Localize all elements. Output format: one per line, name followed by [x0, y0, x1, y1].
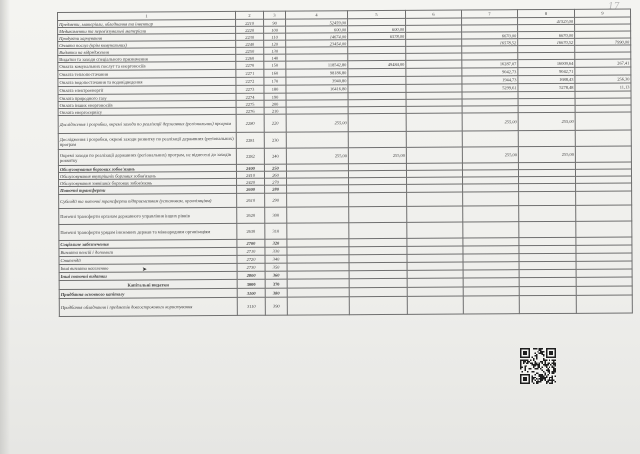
kekv-code-cell: 2260: [236, 54, 264, 61]
line-code-cell: 340: [265, 255, 287, 263]
line-code-cell: 280: [265, 185, 287, 193]
budget-table-sheet: [57, 8, 632, 341]
kekv-code-cell: 2250: [236, 47, 264, 54]
line-code-cell: 230: [264, 132, 286, 148]
row-label-cell: Дослідження і розробки, окремі заходи розвитку по реалізації державних (регіональних) програм: [58, 132, 236, 149]
line-code-cell: 330: [265, 247, 287, 255]
row-label-cell: Виплата пенсій і допомоги: [59, 247, 237, 256]
value-cell-col4: 23454,00: [286, 40, 348, 47]
line-code-cell: 120: [264, 40, 286, 47]
value-cell-col7: [463, 192, 519, 206]
value-cell-col9: [576, 205, 632, 221]
value-cell-col5: 255,00: [348, 147, 406, 163]
pencil-mark: 17: [608, 2, 620, 12]
kekv-code-cell: 2230: [236, 33, 264, 40]
value-cell-col6: [407, 278, 463, 287]
row-label-cell: Видатки на відрядження: [58, 47, 236, 55]
row-label-cell: Дослідження і розробки, окремі заходи по реалізації державних (регіональних) програм: [58, 114, 236, 133]
value-cell-col5: 49484,00: [348, 60, 406, 68]
kekv-code-cell: 2274: [236, 93, 264, 100]
value-cell-col7: 255,00: [462, 113, 518, 131]
value-cell-col7: [463, 287, 519, 296]
value-cell-col7: [463, 296, 519, 314]
kekv-code-cell: 2400: [236, 164, 264, 171]
row-label-cell: Обслуговування зовнішніх боргових зобов'язань: [59, 178, 237, 186]
row-label-cell: Капітальні видатки: [59, 279, 237, 289]
kekv-code-cell: 2610: [237, 193, 265, 207]
kekv-code-cell: 3110: [237, 297, 265, 315]
value-cell-col4: 14674,00: [286, 33, 348, 40]
kekv-code-cell: 2410: [236, 171, 264, 178]
kekv-code-cell: 2210: [236, 19, 264, 26]
qr-code: [520, 348, 556, 384]
value-cell-col9: [575, 112, 631, 130]
kekv-code-cell: 2270: [236, 61, 264, 69]
mouse-cursor-icon: ➤: [142, 266, 148, 273]
row-label-cell: Придбання основного капіталу: [59, 288, 237, 298]
kekv-code-cell: 2730: [237, 263, 265, 271]
row-label-cell: Оплата послуг (крім комунальних): [58, 40, 236, 48]
kekv-code-cell: 2420: [237, 178, 265, 185]
row-label-cell: Інші поточні видатки: [59, 271, 237, 280]
kekv-code-cell: 2710: [237, 247, 265, 255]
row-label-cell: Інші виплати населенню: [59, 263, 237, 272]
line-code-cell: 310: [265, 223, 287, 239]
kekv-code-cell: 2276: [236, 107, 264, 114]
row-label-cell: Субсидії та поточні трансферти підприємствам (установам, організаціям): [59, 193, 237, 208]
value-cell-col4: 255,00: [286, 114, 348, 132]
value-cell-col4: [286, 132, 348, 148]
value-cell-col7: [463, 278, 519, 287]
line-code-cell: 210: [264, 107, 286, 114]
line-code-cell: 150: [264, 61, 286, 69]
value-cell-col7: [462, 131, 518, 147]
value-cell-col8: 255,00: [518, 112, 575, 130]
row-label-cell: Видатки та заходи спеціального призначення: [58, 54, 236, 62]
value-cell-col5: 600,00: [348, 25, 406, 32]
value-cell-col5: [348, 131, 406, 147]
value-cell-col6: [407, 192, 463, 206]
kekv-code-cell: 2620: [237, 207, 265, 223]
header-cell: 7: [461, 10, 517, 18]
value-cell-col8: 16009,64: [518, 59, 575, 67]
value-cell-col8: 255,00: [518, 146, 575, 162]
value-cell-col8: 9042,71: [518, 67, 575, 75]
value-cell-col6: [407, 206, 463, 222]
value-cell-col9: 7990,00: [575, 38, 631, 45]
kekv-code-cell: 2630: [237, 223, 265, 239]
row-label-cell: Оплата водопостачання та водовідведення: [58, 77, 236, 86]
line-code-cell: 90: [264, 19, 286, 26]
line-code-cell: 160: [264, 69, 286, 77]
value-cell-col9: [576, 286, 632, 295]
line-code-cell: 250: [264, 164, 286, 171]
kekv-code-cell: 2273: [236, 85, 264, 93]
header-cell: 9: [574, 9, 630, 17]
kekv-code-cell: 2720: [237, 255, 265, 263]
value-cell-col7: 16578,52: [462, 39, 518, 46]
kekv-code-cell: 2220: [236, 26, 264, 33]
table-row: [59, 295, 632, 316]
row-label-cell: Оплата електроенергії: [58, 85, 236, 94]
line-code-cell: 130: [264, 47, 286, 54]
kekv-code-cell: 2700: [237, 239, 265, 247]
line-code-cell: 390: [265, 297, 287, 315]
kekv-code-cell: 2282: [236, 148, 264, 164]
value-cell-col5: [349, 192, 407, 206]
header-cell: 8: [517, 9, 574, 17]
value-cell-col9: [576, 221, 632, 237]
kekv-code-cell: 2275: [236, 100, 264, 107]
kekv-code-cell: 2281: [236, 132, 264, 148]
row-label-cell: Обслуговування внутрішніх боргових зобов'язань: [58, 171, 236, 179]
page-edge-shadow: [0, 0, 10, 454]
value-cell-col6: [407, 222, 463, 238]
row-label-cell: Оплата інших енергоносіїв: [58, 100, 236, 108]
value-cell-col7: 5299,61: [462, 84, 518, 92]
value-cell-col7: 255,00: [462, 147, 518, 163]
value-cell-col6: [406, 147, 462, 163]
value-cell-col6: [407, 287, 463, 296]
value-cell-col5: [349, 206, 407, 222]
value-cell-col5: [348, 113, 406, 131]
row-label-cell: Оплата теплопостачання: [58, 69, 236, 78]
value-cell-col7: 1944,73: [462, 76, 518, 84]
value-cell-col8: [519, 277, 576, 286]
value-cell-col4: 600,00: [286, 26, 348, 33]
value-cell-col5: [349, 296, 407, 314]
row-label-cell: Придбання обладнання і предметів довгострокового користування: [59, 297, 237, 316]
value-cell-col4: [287, 279, 349, 288]
value-cell-col8: 16670,52: [518, 38, 575, 45]
kekv-code-cell: 2240: [236, 40, 264, 47]
value-cell-col4: [287, 193, 349, 207]
kekv-code-cell: 2280: [236, 114, 264, 132]
line-code-cell: 320: [265, 239, 287, 247]
value-cell-col9: 11,13: [575, 83, 631, 91]
kekv-code-cell: 3000: [237, 279, 265, 288]
line-code-cell: 110: [264, 33, 286, 40]
line-code-cell: 190: [264, 93, 286, 100]
header-cell: 2: [235, 11, 263, 19]
value-cell-col4: 118542,80: [286, 61, 348, 69]
kekv-code-cell: 2271: [236, 69, 264, 77]
line-code-cell: 240: [264, 148, 286, 164]
value-cell-col4: 3940,80: [286, 77, 348, 85]
row-label-cell: Поточні трансферти: [59, 185, 237, 194]
value-cell-col8: [519, 295, 576, 313]
line-code-cell: 270: [265, 178, 287, 185]
row-label-cell: Окремі заходи по реалізації державних (регіональних) програм, не віднесені до заходів розвитку: [58, 148, 236, 165]
value-cell-col5: [349, 287, 407, 296]
kekv-code-cell: 2800: [237, 271, 265, 279]
line-code-cell: 290: [265, 193, 287, 207]
line-code-cell: 360: [265, 271, 287, 279]
value-cell-col8: [519, 286, 576, 295]
value-cell-col8: 5278,48: [518, 83, 575, 91]
header-cell: 4: [285, 11, 347, 19]
row-label-cell: Соціальне забезпечення: [59, 239, 237, 248]
value-cell-col9: [575, 130, 631, 146]
row-label-cell: Поточні трансферти урядам іноземних держав та міжнародним організаціям: [59, 223, 237, 240]
value-cell-col5: 6578,00: [348, 32, 406, 39]
value-cell-col9: 267,41: [575, 59, 631, 67]
value-cell-col4: [287, 288, 349, 297]
row-label-cell: Стипендії: [59, 255, 237, 264]
value-cell-col4: 16416,80: [286, 85, 348, 93]
line-code-cell: 220: [264, 114, 286, 132]
row-label-cell: Обслуговування боргових зобов'язань: [58, 164, 236, 172]
value-cell-col9: [576, 191, 632, 205]
line-code-cell: 180: [264, 85, 286, 93]
value-cell-col4: 98186,80: [286, 69, 348, 77]
line-code-cell: 260: [264, 171, 286, 178]
value-cell-col7: 6670,00: [462, 32, 518, 39]
value-cell-col6: [406, 131, 462, 147]
row-label-cell: Медикаменти та перев'язувальні матеріали: [58, 26, 236, 34]
header-cell: 5: [347, 10, 405, 18]
kekv-code-cell: 2600: [237, 185, 265, 193]
line-code-cell: 370: [265, 279, 287, 288]
value-cell-col9: [576, 295, 632, 313]
value-cell-col8: [519, 191, 576, 205]
header-cell: 3: [263, 11, 285, 19]
value-cell-col6: [406, 113, 462, 131]
value-cell-col5: [349, 278, 407, 287]
header-cell: 1: [58, 11, 236, 20]
value-cell-col7: 9042,73: [462, 68, 518, 76]
value-cell-col7: [463, 222, 519, 238]
value-cell-col4: 52459,00: [286, 19, 348, 26]
value-cell-col7: [463, 206, 519, 222]
row-label-cell: Оплата природного газу: [58, 93, 236, 101]
value-cell-col4: [287, 223, 349, 239]
value-cell-col9: 256,30: [575, 75, 631, 83]
value-cell-col4: 255,00: [286, 148, 348, 164]
value-cell-col8: [518, 130, 575, 146]
line-code-cell: 170: [264, 77, 286, 85]
value-cell-col4: [287, 207, 349, 223]
row-label-cell: Оплата енергосервісу: [58, 107, 236, 115]
value-cell-col8: 41523,00: [518, 17, 575, 24]
value-cell-col7: 16287,07: [462, 60, 518, 68]
value-cell-col5: [349, 222, 407, 238]
line-code-cell: 200: [264, 100, 286, 107]
value-cell-col9: [575, 146, 631, 162]
line-code-cell: 100: [264, 26, 286, 33]
value-cell-col8: [519, 221, 576, 237]
value-cell-col6: [407, 296, 463, 314]
value-cell-col8: 6670,00: [518, 31, 575, 38]
line-code-cell: 300: [265, 207, 287, 223]
line-code-cell: 350: [265, 263, 287, 271]
value-cell-col8: [519, 205, 576, 221]
line-code-cell: 380: [265, 288, 287, 297]
value-cell-col9: [576, 277, 632, 286]
row-label-cell: Оплата комунальних послуг та енергоносіїв: [58, 61, 236, 70]
value-cell-col8: 1688,43: [518, 75, 575, 83]
header-cell: 6: [405, 10, 461, 18]
kekv-code-cell: 3100: [237, 288, 265, 297]
row-label-cell: Предмети, матеріали, обладнання та інвентар: [58, 19, 236, 27]
row-label-cell: Продукти харчування: [58, 33, 236, 41]
value-cell-col4: [287, 297, 349, 315]
line-code-cell: 140: [264, 54, 286, 61]
row-label-cell: Поточні трансферти органам державного управління інших рівнів: [59, 207, 237, 224]
kekv-code-cell: 2272: [236, 77, 264, 85]
